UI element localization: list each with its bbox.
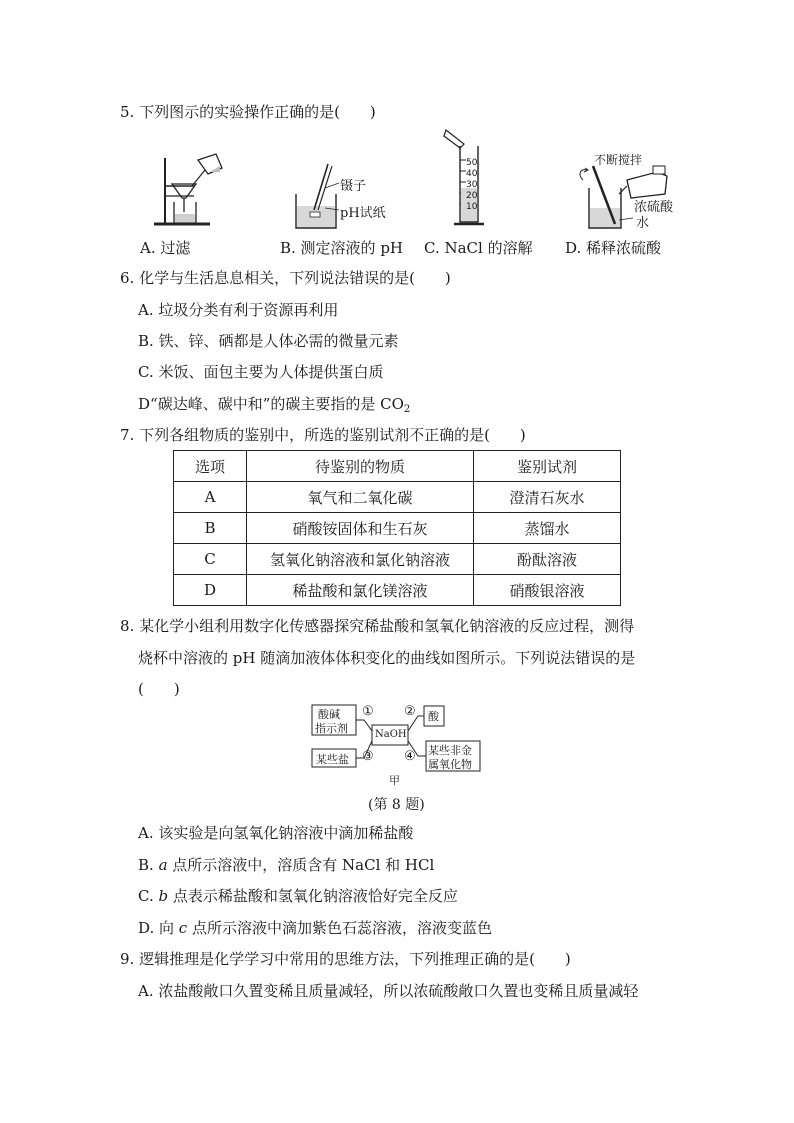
table-cell: 氧气和二氧化碳	[247, 482, 474, 513]
q8-option-a: A. 该实验是向氢氧化钠溶液中滴加稀盐酸	[138, 824, 414, 842]
circle-label-3: ③	[362, 749, 374, 764]
question-6-stem: 6. 化学与生活息息相关，下列说法错误的是( )	[120, 269, 451, 287]
table-cell: D	[174, 575, 247, 606]
q8-option-c-rest: 点表示稀盐酸和氢氧化钠溶液恰好完全反应	[168, 887, 458, 905]
q8-option-d-rest: 点所示溶液中滴加紫色石蕊溶液，溶液变蓝色	[187, 919, 492, 937]
q8-option-d-prefix: D. 向	[138, 919, 179, 937]
q9-option-a: A. 浓盐酸敞口久置变稀且质量减轻，所以浓硫酸敞口久置也变稀且质量减轻	[138, 982, 639, 1000]
box-oxide-line-2: 属氧化物	[428, 758, 472, 771]
box-acid: 酸	[428, 710, 439, 723]
q8-option-c-var: b	[158, 887, 169, 905]
q8-option-c	[138, 886, 458, 906]
circle-label-2: ②	[404, 704, 416, 719]
table-header-cell: 待鉴别的物质	[247, 451, 474, 482]
box-salt: 某些盐	[316, 753, 349, 766]
table-row	[174, 575, 621, 606]
figure-caption: (第 8 题)	[368, 797, 425, 813]
q8-option-b-rest: 点所示溶液中，溶质含有 NaCl 和 HCl	[167, 856, 435, 874]
question-7-stem: 7. 下列各组物质的鉴别中，所选的鉴别试剂不正确的是( )	[120, 426, 526, 444]
ph-paper-label: pH试纸	[340, 206, 386, 221]
table-cell: 硝酸银溶液	[474, 575, 621, 606]
box-naoh: NaOH	[375, 729, 407, 740]
cylinder-tick-30: 30	[466, 180, 478, 190]
q6-option-d-text: D“碳达峰、碳中和”的碳主要指的是 CO	[138, 395, 404, 413]
table-cell: 氢氧化钠溶液和氯化钠溶液	[247, 544, 474, 575]
box-indicator-line-2: 指示剂	[315, 722, 348, 735]
table-header-cell: 选项	[174, 451, 247, 482]
graduated-cylinder-illustration	[440, 128, 486, 230]
diagram-sub-label: 甲	[389, 774, 400, 787]
box-indicator-line-1: 酸碱	[318, 708, 340, 721]
q8-option-c-prefix: C.	[138, 887, 159, 905]
table-cell: B	[174, 513, 247, 544]
q6-option-b: B. 铁、锌、硒都是人体必需的微量元素	[138, 332, 399, 350]
q8-option-b	[138, 855, 434, 875]
q5-option-b: B. 测定溶液的 pH	[280, 239, 404, 257]
q6-option-a: A. 垃圾分类有利于资源再利用	[138, 301, 339, 319]
q6-option-d	[138, 394, 410, 420]
table-header-row	[174, 451, 621, 482]
question-8-stem-line-1: 8. 某化学小组利用数字化传感器探究稀盐酸和氢氧化钠溶液的反应过程，测得	[120, 617, 635, 635]
q8-option-d-var: c	[178, 919, 188, 937]
table-row	[174, 544, 621, 575]
q6-option-c: C. 米饭、面包主要为人体提供蛋白质	[138, 363, 384, 381]
q5-option-a: A. 过滤	[140, 239, 191, 257]
table-header-cell: 鉴别试剂	[474, 451, 621, 482]
table-cell: A	[174, 482, 247, 513]
table-cell: 蒸馏水	[474, 513, 621, 544]
q8-option-d	[138, 918, 492, 938]
table-row	[174, 513, 621, 544]
table-cell: 稀盐酸和氯化镁溶液	[247, 575, 474, 606]
q5-option-c: C. NaCl 的溶解	[424, 239, 533, 257]
water-label: 水	[636, 216, 650, 231]
cylinder-tick-40: 40	[466, 169, 478, 179]
tweezers-label: 镊子	[340, 179, 367, 194]
table-cell: 硝酸铵固体和生石灰	[247, 513, 474, 544]
q8-option-b-prefix: B.	[138, 856, 159, 874]
q6-option-d-subscript: 2	[403, 404, 411, 415]
question-9-stem: 9. 逻辑推理是化学学习中常用的思维方法，下列推理正确的是( )	[120, 950, 571, 968]
table-row	[174, 482, 621, 513]
conc-sulfuric-acid-label: 浓硫酸	[634, 200, 674, 215]
question-5-stem: 5. 下列图示的实验操作正确的是( )	[120, 103, 376, 121]
cylinder-tick-10: 10	[466, 202, 478, 212]
cylinder-tick-20: 20	[466, 191, 478, 201]
question-8-stem-line-2: 烧杯中溶液的 pH 随滴加液体体积变化的曲线如图所示。下列说法错误的是	[138, 649, 636, 667]
q5-option-d: D. 稀释浓硫酸	[565, 239, 662, 257]
cylinder-tick-50: 50	[466, 158, 478, 168]
q8-option-b-var: a	[158, 856, 168, 874]
question-8-stem-line-3: ( )	[138, 680, 180, 698]
circle-label-1: ①	[362, 704, 374, 719]
table-cell: 澄清石灰水	[474, 482, 621, 513]
box-oxide-line-1: 某些非金	[428, 744, 472, 757]
filtration-illustration	[150, 150, 230, 230]
label-leader-lines	[325, 180, 365, 220]
circle-label-4: ④	[404, 749, 416, 764]
stirring-label: 不断搅拌	[594, 153, 643, 167]
q7-table	[173, 450, 621, 606]
table-cell: 酚酞溶液	[474, 544, 621, 575]
table-cell: C	[174, 544, 247, 575]
